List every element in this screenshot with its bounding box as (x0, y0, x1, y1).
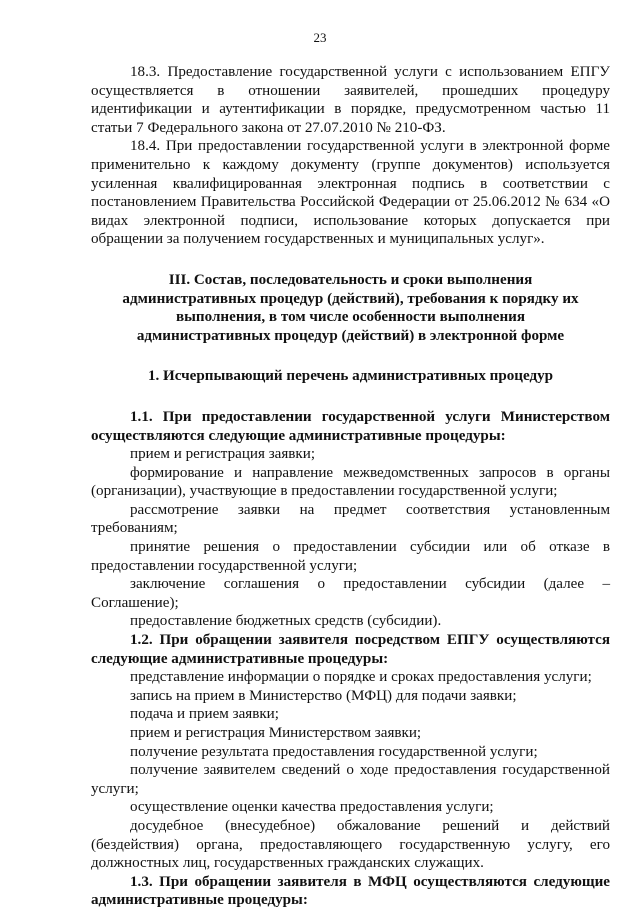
list-item: формирование и направление межведомственных запросов в органы (организации), участвующие в предоставлении государственной услуги; (91, 464, 610, 500)
list-item: заключение соглашения о предоставлении субсидии (далее – Соглашение); (91, 576, 610, 611)
list-item: досудебное (внесудебное) обжалование решений и действий (бездействия) органа, предоставляющего государственную услугу, его должностных лиц, государственных гражданских служащих. (91, 817, 610, 872)
paragraph-18-3: 18.3. Предоставление государственной услуги с использованием ЕПГУ осуществляется в отношении заявителей, прошедших процедуру идентификации и аутентификации в порядке, предусмотренном частью 11 статьи 7 Федерального закона от 27.07.2010 № 210-ФЗ. (91, 64, 610, 136)
list-item: представление информации о порядке и сроках предоставления услуги; (130, 669, 592, 686)
list-item: осуществление оценки качества предоставления услуги; (130, 799, 494, 816)
page-number: 23 (313, 30, 327, 45)
list-item: подача и прием заявки; (130, 706, 279, 723)
list-item: предоставление бюджетных средств (субсидии). (130, 613, 442, 630)
list-item: получение результата предоставления государственной услуги; (130, 743, 538, 760)
clause-1-1-heading: 1.1. При предоставлении государственной услуги Министерством осуществляются следующие административные процедуры: (91, 408, 610, 444)
paragraph-18-4: 18.4. При предоставлении государственной услуги в электронной форме применительно к каждому документу (группе документов) используется усиленная квалифицированная электронная подпись в соответствии с постановлением Правительства Российской Федерации от 25.06.2012 № 634 «О видах электронной подписи, использование которых допускается при обращении за получением государственных и муниципальных услуг». (91, 138, 610, 248)
clause-1-2-heading: 1.2. При обращении заявителя посредством ЕПГУ осуществляются следующие административные процедуры: (91, 632, 610, 667)
clause-1-3-heading: 1.3. При обращении заявителя в МФЦ осуществляются следующие административные процедуры: (91, 873, 610, 909)
list-item: запись на прием в Министерство (МФЦ) для подачи заявки; (130, 687, 517, 704)
list-item: рассмотрение заявки на предмет соответствия установленным требованиям; (91, 501, 610, 537)
list-item: получение заявителем сведений о ходе предоставления государственной услуги; (91, 762, 610, 797)
page-body (91, 63, 610, 910)
list-item: принятие решения о предоставлении субсидии или об отказе в предоставлении государственной услуги; (91, 539, 610, 574)
section-heading: III. Состав, последовательность и сроки выполнения административных процедур (действий), требования к порядку их выполнения, в том числе особенности выполнения административных процедур (действий) в электронной форме (122, 271, 579, 344)
list-item: прием и регистрация заявки; (130, 446, 316, 463)
list-item: прием и регистрация Министерством заявки; (130, 725, 422, 741)
subsection-heading: 1. Исчерпывающий перечень административных процедур (147, 368, 554, 385)
